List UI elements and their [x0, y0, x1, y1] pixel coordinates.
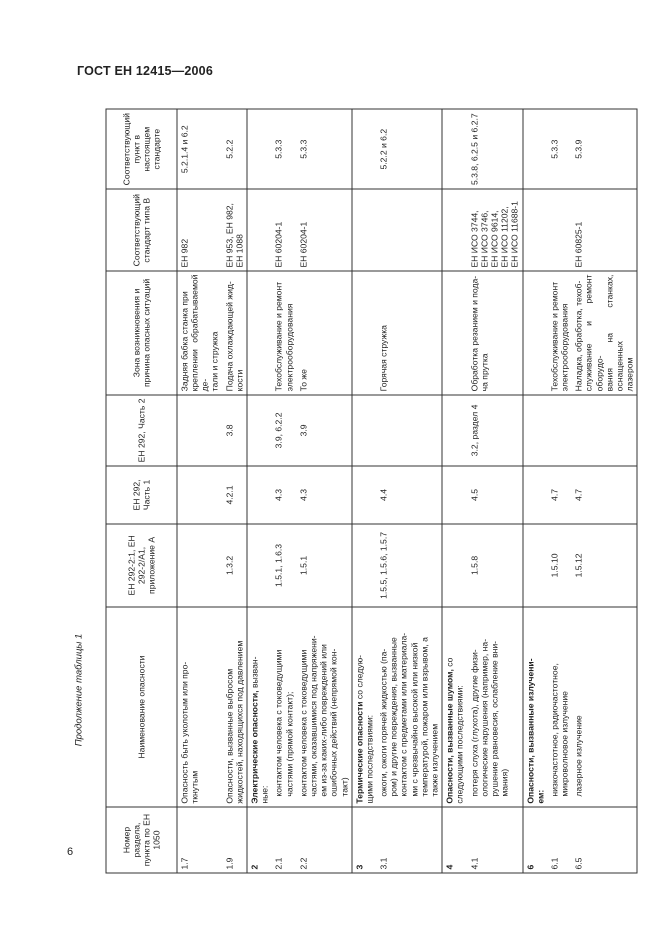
- cell-line: потеря слуха (глухота), другие физи-: [469, 649, 480, 797]
- cell-hazard-name: [523, 607, 548, 807]
- table-row: [352, 109, 377, 873]
- cell-hazard-name: [272, 607, 296, 807]
- cell-en292-part1: 4.4: [377, 466, 443, 524]
- cell-en292-part1: 4.3: [296, 466, 351, 524]
- cell-line: ЕН ИСО 11202,: [499, 206, 510, 268]
- table-body: [177, 109, 637, 873]
- cell-type-b-standard: [296, 189, 351, 271]
- cell-zone-cause: [272, 271, 296, 395]
- cell-en292-part1: 4.3: [272, 466, 296, 524]
- cell-type-b-standard: [247, 189, 272, 271]
- cell-annex-a: 1.5.1, 1.6.3: [272, 524, 296, 607]
- cell-section-number: 1.9: [222, 807, 247, 873]
- cell-zone-cause: [352, 271, 377, 395]
- cell-zone-cause: [177, 271, 222, 395]
- table-row: [247, 109, 272, 873]
- table-row: [177, 109, 222, 873]
- cell-type-b-standard: [272, 189, 296, 271]
- cell-clause: [442, 109, 467, 189]
- cell-line: Опасности, вызванные шумом, со: [444, 657, 455, 804]
- cell-line: ЕН 982: [179, 238, 190, 268]
- cell-zone-cause: [222, 271, 247, 395]
- cell-clause: [352, 109, 377, 189]
- cell-zone-cause: [247, 271, 272, 395]
- cell-line: следующими последствиями:: [454, 685, 465, 804]
- cell-line: Горячая стружка: [378, 325, 389, 392]
- cell-annex-a: 1.5.10: [547, 524, 571, 607]
- cell-hazard-name: [377, 607, 443, 807]
- cell-clause: 5.3.9: [572, 109, 637, 189]
- cell-zone-cause: [572, 271, 637, 395]
- cell-section-number: 6.5: [572, 807, 637, 873]
- header-zone-cause: Зона возникновения и причина опасных ситуаций: [106, 271, 177, 395]
- cell-line: тали и стружка: [209, 331, 220, 392]
- hazards-table-wrapper: [106, 109, 637, 874]
- cell-clause: [247, 109, 272, 189]
- cell-section-number: 2.2: [296, 807, 351, 873]
- cell-line: Наладка, обработка, техоб-: [573, 280, 584, 392]
- cell-annex-a: [523, 524, 548, 607]
- cell-line: электрооборудования: [559, 303, 570, 392]
- cell-line: частями, оказавшимися под напряжени-: [308, 635, 319, 797]
- cell-en292-part2: [547, 395, 571, 466]
- cell-hazard-name: [177, 607, 222, 807]
- table-row: [272, 109, 296, 873]
- cell-en292-part1: 4.5: [467, 466, 522, 524]
- cell-en292-part2: [247, 395, 272, 466]
- cell-clause: 5.3.3: [296, 109, 351, 189]
- cell-section-number: 4: [442, 807, 467, 873]
- cell-type-b-standard: [222, 189, 247, 271]
- cell-type-b-standard: [442, 189, 467, 271]
- cell-line: низкочастотное, радиочастотное,: [549, 663, 560, 797]
- cell-en292-part1: 4.7: [572, 466, 637, 524]
- cell-zone-cause: [467, 271, 522, 395]
- table-row: [467, 109, 522, 873]
- cell-hazard-name: [572, 607, 637, 807]
- cell-line: ча прутка: [479, 353, 490, 392]
- cell-en292-part1: [247, 466, 272, 524]
- cell-section-number: 2.1: [272, 807, 296, 873]
- cell-section-number: 6: [523, 807, 548, 873]
- document-header-title: ГОСТ ЕН 12415—2006: [77, 64, 213, 78]
- table-row: [222, 109, 247, 873]
- cell-type-b-standard: [177, 189, 222, 271]
- cell-section-number: 3.1: [377, 807, 443, 873]
- cell-type-b-standard: [523, 189, 548, 271]
- cell-clause: 5.3.3: [272, 109, 296, 189]
- cell-hazard-name: [467, 607, 522, 807]
- cell-zone-cause: [547, 271, 571, 395]
- cell-line: ми с чрезвычайно высокой или низкой: [409, 642, 420, 797]
- cell-en292-part2: [177, 395, 222, 466]
- cell-en292-part2: [442, 395, 467, 466]
- cell-clause: 5.2.2: [222, 109, 247, 189]
- cell-line: Задняя бабка станка при: [179, 291, 190, 392]
- cell-section-number: 2: [247, 807, 272, 873]
- cell-en292-part1: [352, 466, 377, 524]
- cell-line: ЕН ИСО 3744,: [469, 210, 480, 268]
- cell-hazard-name: [296, 607, 351, 807]
- cell-annex-a: [177, 524, 222, 607]
- header-hazard-name: Наименование опасности: [106, 607, 177, 807]
- header-en292-part2: ЕН 292, Часть 2: [106, 395, 177, 466]
- cell-line: Опасности, вызванные выбросом: [224, 668, 235, 804]
- cell-line: служивание и ремонт оборудо-: [583, 274, 605, 392]
- cell-line: Опасность быть уколотым или про-: [179, 661, 190, 804]
- cell-line: ЕН ИСО 9614,: [489, 210, 500, 268]
- cell-en292-part2: 3.2, раздел 4: [467, 395, 522, 466]
- cell-line: ром) и другие повреждения, вызванные: [388, 637, 399, 797]
- cell-en292-part2: [377, 395, 443, 466]
- cell-line: Техобслуживание и ремонт: [549, 281, 560, 392]
- cell-en292-part1: 4.2.1: [222, 466, 247, 524]
- cell-en292-part1: [177, 466, 222, 524]
- table-header-row: [106, 109, 177, 873]
- cell-en292-part1: [523, 466, 548, 524]
- table-row: [377, 109, 443, 873]
- cell-en292-part2: [352, 395, 377, 466]
- cell-line: микроволновое излучение: [559, 691, 570, 797]
- cell-line: контактом с предметами или материала-: [398, 632, 409, 797]
- cell-line: мания): [499, 768, 510, 797]
- header-section-number: Номер раздела, пункта по ЕН 1050: [106, 807, 177, 873]
- cell-line: ЕН 1088: [234, 234, 245, 268]
- cell-line: также излучением: [429, 723, 440, 797]
- cell-line: ЕН 953, ЕН 982,: [224, 203, 235, 268]
- cell-line: жидкостей, находящихся под давлением: [234, 640, 245, 804]
- cell-line: ткнутым: [189, 770, 200, 804]
- cell-line: Подача охлаждающей жид-: [224, 281, 235, 392]
- header-annex-a: ЕН 292-2:1, ЕН 292-2/А1, приложение А: [106, 524, 177, 607]
- cell-line: вания на станках, оснащенных: [604, 274, 625, 392]
- cell-section-number: 6.1: [547, 807, 571, 873]
- cell-line: контактом человека с токоведущими: [298, 649, 309, 797]
- table-row: [442, 109, 467, 873]
- table-row: [523, 109, 548, 873]
- cell-section-number: 4.1: [467, 807, 522, 873]
- table-row: [296, 109, 351, 873]
- cell-line: креплении обрабатываемой де-: [189, 274, 210, 392]
- cell-zone-cause: [296, 271, 351, 395]
- table-row: [572, 109, 637, 873]
- cell-clause: 5.2.2 и 6.2: [377, 109, 443, 189]
- cell-line: ожоги, ожоги горячей жидкостью (па-: [378, 648, 389, 797]
- cell-line: ЕН 60204-1: [273, 221, 284, 268]
- cell-en292-part1: [442, 466, 467, 524]
- cell-line: То же: [298, 369, 309, 392]
- cell-hazard-name: [547, 607, 571, 807]
- cell-en292-part2: [523, 395, 548, 466]
- cell-line: ЕН 60825-1: [573, 221, 584, 268]
- cell-annex-a: [352, 524, 377, 607]
- cell-zone-cause: [523, 271, 548, 395]
- cell-line: Электрические опасности, вызван-: [249, 656, 260, 804]
- cell-type-b-standard: [377, 189, 443, 271]
- cell-annex-a: 1.5.12: [572, 524, 637, 607]
- cell-zone-cause: [442, 271, 467, 395]
- cell-hazard-name: [352, 607, 377, 807]
- cell-line: частями (прямой контакт);: [284, 691, 295, 797]
- cell-line: ем из-за каких-либо повреждений или: [318, 644, 329, 797]
- cell-section-number: 3: [352, 807, 377, 873]
- hazard-group-title: Опасности, вызванные шумом,: [444, 669, 455, 804]
- cell-clause: [523, 109, 548, 189]
- hazards-table: [106, 109, 638, 874]
- header-type-b-standard: Соответствующий стандарт типа В: [106, 189, 177, 271]
- cell-annex-a: 1.5.5, 1.5.6, 1.5.7: [377, 524, 443, 607]
- cell-line: ем:: [535, 789, 546, 804]
- cell-line: Техобслуживание и ремонт: [273, 281, 284, 392]
- cell-line: ЕН ИСО 11688-1: [509, 201, 520, 268]
- cell-line: рушение равновесия, ослабление вни-: [489, 640, 500, 797]
- hazard-group-title: Электрические опасности,: [249, 690, 260, 804]
- table-continuation-label: Продолжение таблицы 1: [73, 633, 85, 747]
- cell-type-b-standard: [547, 189, 571, 271]
- cell-line: лазерное излучение: [573, 715, 584, 797]
- cell-en292-part1: 4.7: [547, 466, 571, 524]
- cell-annex-a: [247, 524, 272, 607]
- cell-line: Обработка резанием и пода-: [469, 275, 480, 392]
- cell-type-b-standard: [572, 189, 637, 271]
- cell-en292-part2: [572, 395, 637, 466]
- header-en292-part1: ЕН 292, Часть 1: [106, 466, 177, 524]
- cell-annex-a: [442, 524, 467, 607]
- cell-clause: 5.3.8, 6.2.5 и 6.2.7: [467, 109, 522, 189]
- cell-line: ЕН 60204-1: [298, 221, 309, 268]
- cell-line: ЕН ИСО 3746,: [479, 210, 490, 268]
- cell-hazard-name: [222, 607, 247, 807]
- table-row: [547, 109, 571, 873]
- cell-line: ные:: [259, 785, 270, 804]
- cell-annex-a: 1.5.1: [296, 524, 351, 607]
- cell-line: электрооборудования: [284, 303, 295, 392]
- cell-line: [525, 610, 535, 803]
- cell-line: лазером: [624, 357, 635, 392]
- cell-clause: 5.2.1.4 и 6.2: [177, 109, 222, 189]
- page-number: 6: [67, 846, 74, 858]
- cell-line: такт): [339, 777, 350, 797]
- cell-line: температурой, пожаром или взрывом, а: [419, 637, 430, 797]
- cell-type-b-standard: [352, 189, 377, 271]
- cell-line: кости: [234, 369, 245, 392]
- cell-en292-part2: 3.8: [222, 395, 247, 466]
- cell-line: контактом человека с токоведущими: [273, 649, 284, 797]
- cell-line: ологические нарушения (например, на-: [479, 638, 490, 797]
- cell-hazard-name: [247, 607, 272, 807]
- cell-line: Термические опасности со следую-: [354, 655, 365, 804]
- cell-line: щими последствиями:: [364, 714, 375, 804]
- cell-type-b-standard: [467, 189, 522, 271]
- hazard-group-title: Опасности, вызванные излучени-: [525, 658, 536, 804]
- hazard-group-title: Термические опасности: [354, 701, 365, 804]
- header-clause: Соответствующий пункт в настоящем стандарте: [106, 109, 177, 189]
- cell-en292-part2: 3.9: [296, 395, 351, 466]
- cell-line: ошибочных действий (непрямой кон-: [328, 648, 339, 797]
- cell-annex-a: 1.5.8: [467, 524, 522, 607]
- cell-annex-a: 1.3.2: [222, 524, 247, 607]
- cell-section-number: 1.7: [177, 807, 222, 873]
- cell-clause: 5.3.3: [547, 109, 571, 189]
- cell-zone-cause: [377, 271, 443, 395]
- cell-hazard-name: [442, 607, 467, 807]
- cell-en292-part2: 3.9, 6.2.2: [272, 395, 296, 466]
